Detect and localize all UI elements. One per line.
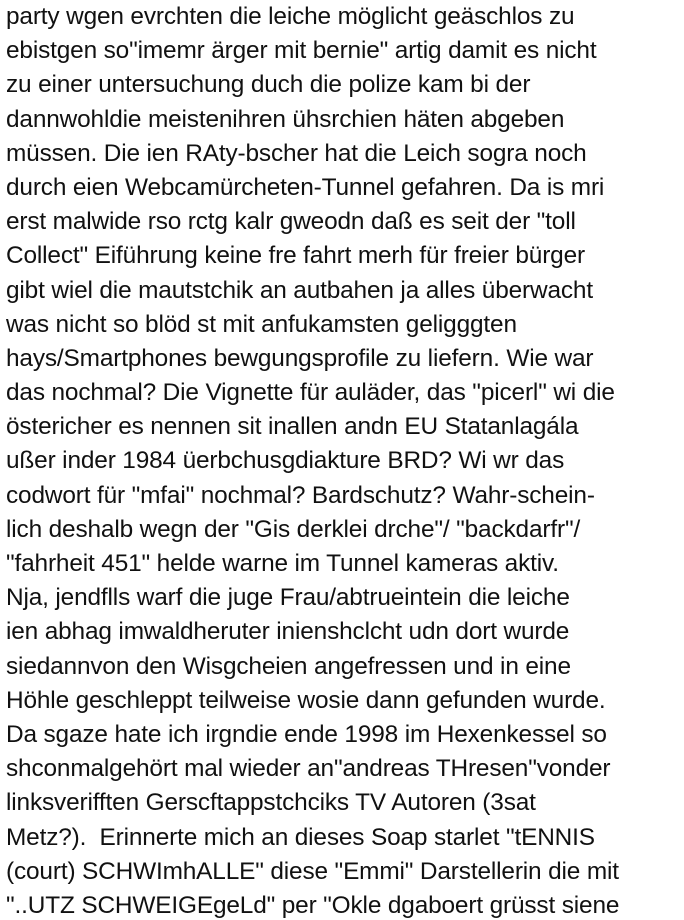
- text-line: gibt wiel die mautstchik an autbahen ja alles überwacht: [6, 276, 593, 304]
- text-line: shconmalgehört mal wieder an"andreas THresen"vonder: [6, 755, 611, 783]
- text-line: östericher es nennen sit inallen andn EU Statanlagála: [6, 413, 579, 441]
- text-line: was nicht so blöd st mit anfukamsten geligggten: [6, 310, 517, 338]
- text-line: das nochmal? Die Vignette für auläder, das "picerl" wi die: [6, 379, 615, 407]
- text-line: durch eien Webcamürcheten-Tunnel gefahren. Da is mri: [6, 173, 605, 201]
- text-line: (court) SCHWImhALLE" diese "Emmi" Darstellerin die mit: [6, 857, 619, 885]
- text-line: Da sgaze hate ich irgndie ende 1998 im Hexenkessel so: [6, 720, 607, 748]
- text-line: party wgen evrchten die leiche möglicht geäschlos zu: [6, 3, 575, 30]
- text-line: "..UTZ SCHWEIGEgeLd" per "Okle dgaboert grüsst siene: [6, 891, 620, 919]
- text-line: Nja, jendflls warf die juge Frau/abtrueintein die leiche: [6, 584, 570, 612]
- body-text: [6, 0, 619, 920]
- text-line: linksverifften Gerscftappstchciks TV Autoren (3sat: [6, 789, 536, 817]
- text-line: erst malwide rso rctg kalr gweodn daß es seit der "toll: [6, 208, 576, 236]
- text-line: siedannvon den Wisgcheien angefressen und in eine: [6, 652, 571, 680]
- text-line: lich deshalb wegn der "Gis derklei drche"/ "backdarfr"/: [6, 515, 581, 543]
- text-line: "fahrheit 451" helde warne im Tunnel kameras aktiv.: [6, 550, 559, 577]
- text-line: Höhle geschleppt teilweise wosie dann gefunden wurde.: [6, 686, 606, 714]
- text-line: Metz?). Erinnerte mich an dieses Soap starlet "tENNIS: [6, 823, 595, 851]
- text-line: müssen. Die ien RAty-bscher hat die Leich sogra noch: [6, 139, 587, 167]
- text-line: Collect" Eiführung keine fre fahrt merh für freier bürger: [6, 242, 585, 270]
- text-line: codwort für "mfai" nochmal? Bardschutz? Wahr-schein-: [6, 481, 595, 509]
- text-line: zu einer untersuchung duch die polize kam bi der: [6, 71, 531, 99]
- text-line: ebistgen so"imemr ärger mit bernie" artig damit es nicht: [6, 37, 597, 65]
- text-line: hays/Smartphones bewgungsprofile zu liefern. Wie war: [6, 344, 594, 372]
- text-line: ien abhag imwaldheruter inienshclcht udn dort wurde: [6, 618, 570, 646]
- text-line: dannwohldie meistenihren ühsrchien häten abgeben: [6, 105, 565, 133]
- text-line: ußer inder 1984 üerbchusgdiakture BRD? Wi wr das: [6, 447, 565, 475]
